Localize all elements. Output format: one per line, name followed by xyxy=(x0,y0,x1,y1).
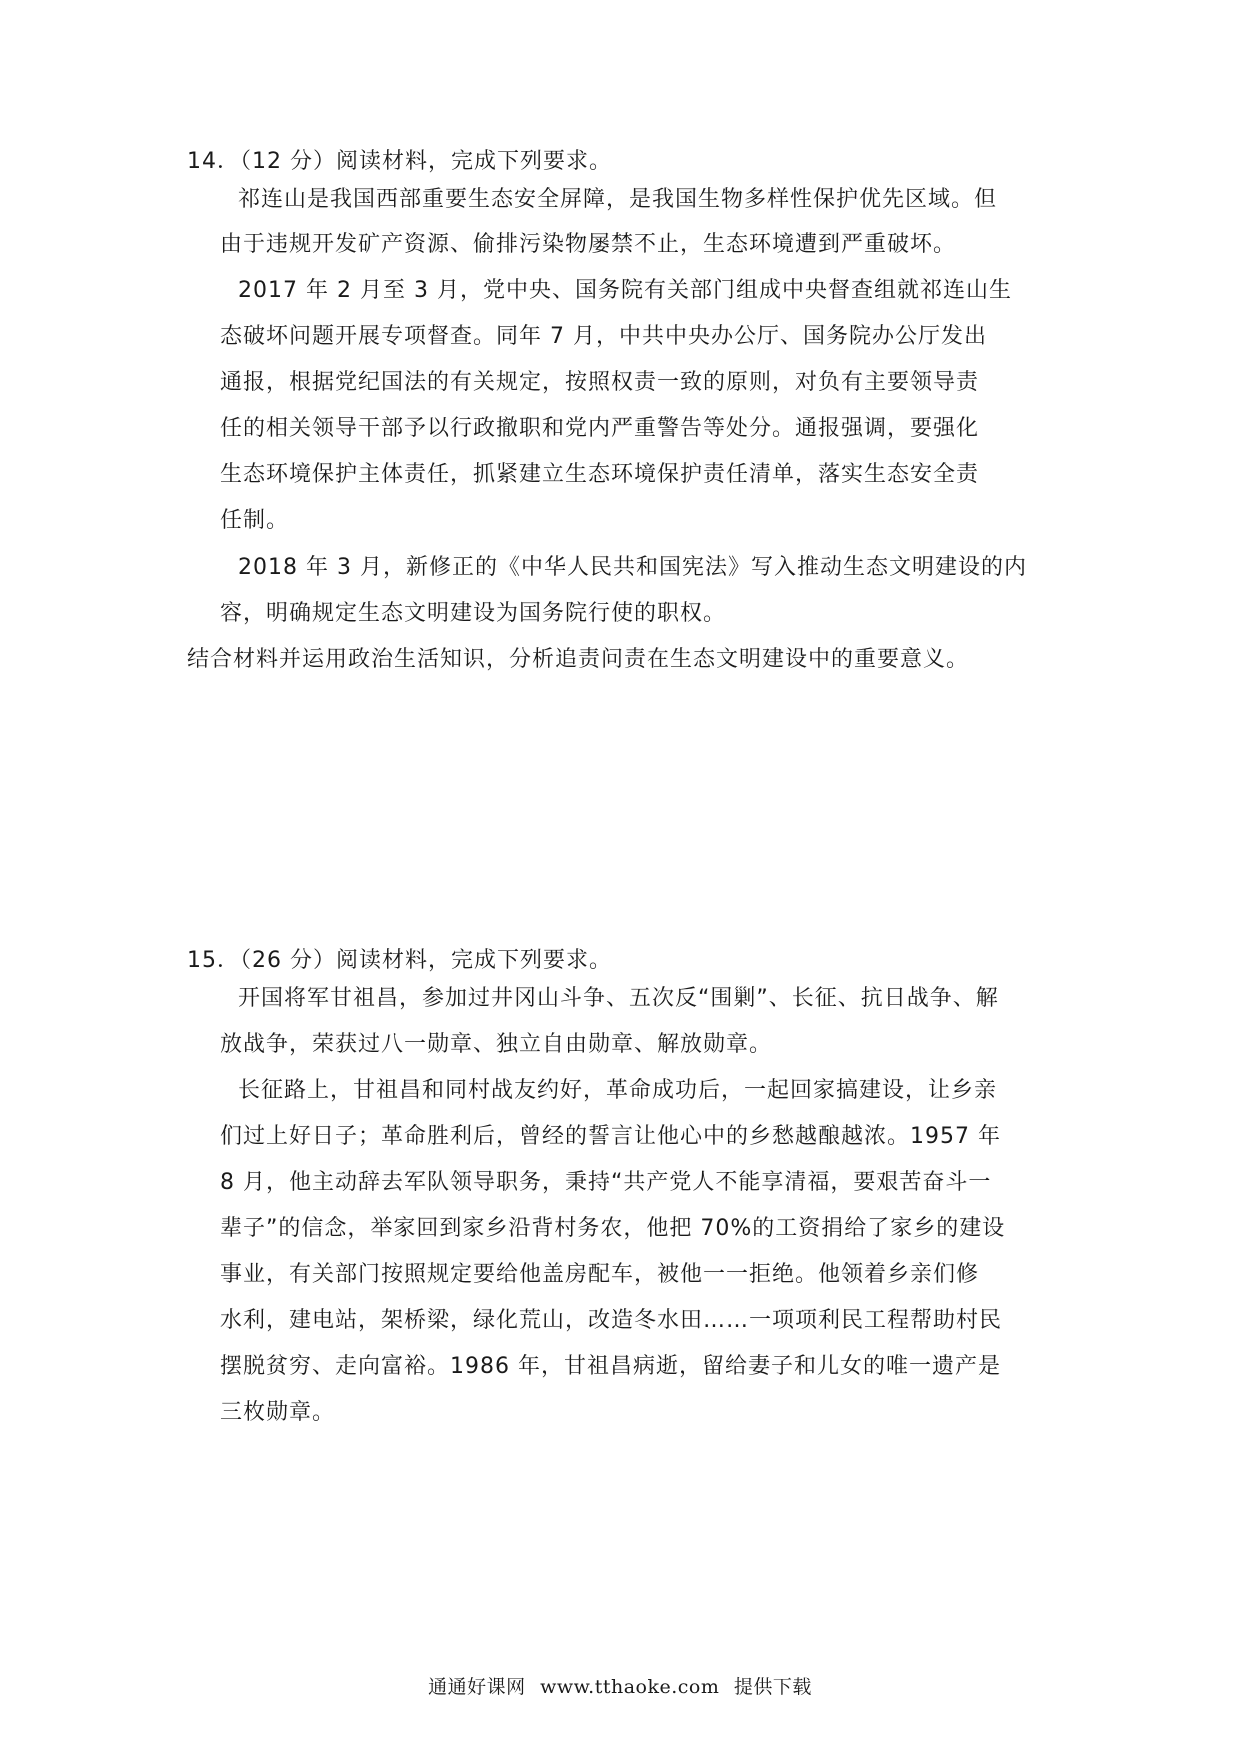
q15-p2-line: 三枚勋章。 xyxy=(220,1400,336,1425)
q15-header: 15．（26 分）阅读材料，完成下列要求。 xyxy=(187,948,612,973)
q14-p2-line: 2017 年 2 月至 3 月，党中央、国务院有关部门组成中央督查组就祁连山生 xyxy=(238,278,1012,303)
q15-p2-line: 摆脱贫穷、走向富裕。1986 年，甘祖昌病逝，留给妻子和儿女的唯一遗产是 xyxy=(220,1354,1001,1379)
q15-p2-line: 长征路上，甘祖昌和同村战友约好，革命成功后，一起回家搞建设，让乡亲 xyxy=(238,1078,998,1103)
q14-p2-line: 态破坏问题开展专项督查。同年 7 月，中共中央办公厅、国务院办公厅发出 xyxy=(220,324,987,349)
q14-question: 结合材料并运用政治生活知识，分析追责问责在生态文明建设中的重要意义。 xyxy=(187,647,970,672)
q14-p3-line: 2018 年 3 月，新修正的《中华人民共和国宪法》写入推动生态文明建设的内 xyxy=(238,555,1027,580)
q14-p1-line: 祁连山是我国西部重要生态安全屏障，是我国生物多样性保护优先区域。但 xyxy=(238,187,998,212)
q14-p3-line: 容，明确规定生态文明建设为国务院行使的职权。 xyxy=(220,601,727,626)
footer-suffix: 提供下载 xyxy=(733,1676,812,1698)
q14-p2-line: 生态环境保护主体责任，抓紧建立生态环境保护责任清单，落实生态安全责 xyxy=(220,462,980,487)
q15-p1-line: 开国将军甘祖昌，参加过井冈山斗争、五次反“围剿”、长征、抗日战争、解 xyxy=(238,986,999,1011)
page-footer xyxy=(0,1672,1240,1699)
q15-p2-line: 水利，建电站，架桥梁，绿化荒山，改造冬水田……一项项利民工程帮助村民 xyxy=(220,1308,1003,1333)
q14-header: 14．（12 分）阅读材料，完成下列要求。 xyxy=(187,149,612,174)
q14-p1-line: 由于违规开发矿产资源、偷排污染物屡禁不止，生态环境遭到严重破坏。 xyxy=(220,232,957,257)
q15-p2-line: 辈子”的信念，举家回到家乡沿背村务农，他把 70%的工资捐给了家乡的建设 xyxy=(220,1216,1006,1241)
q14-p2-line: 通报，根据党纪国法的有关规定，按照权责一致的原则，对负有主要领导责 xyxy=(220,370,980,395)
q15-p2-line: 事业，有关部门按照规定要给他盖房配车，被他一一拒绝。他领着乡亲们修 xyxy=(220,1262,980,1287)
q15-p2-line: 们过上好日子；革命胜利后，曾经的誓言让他心中的乡愁越酿越浓。1957 年 xyxy=(220,1124,1001,1149)
footer-url[interactable]: www.tthaoke.com xyxy=(540,1676,720,1698)
q15-p2-line: 8 月，他主动辞去军队领导职务，秉持“共产党人不能享清福，要艰苦奋斗一 xyxy=(220,1170,992,1195)
q14-p2-line: 任制。 xyxy=(220,508,290,533)
footer-site-name: 通通好课网 xyxy=(428,1676,526,1698)
q14-p2-line: 任的相关领导干部予以行政撤职和党内严重警告等处分。通报强调，要强化 xyxy=(220,416,980,441)
q15-p1-line: 放战争，荣获过八一勋章、独立自由勋章、解放勋章。 xyxy=(220,1032,773,1057)
